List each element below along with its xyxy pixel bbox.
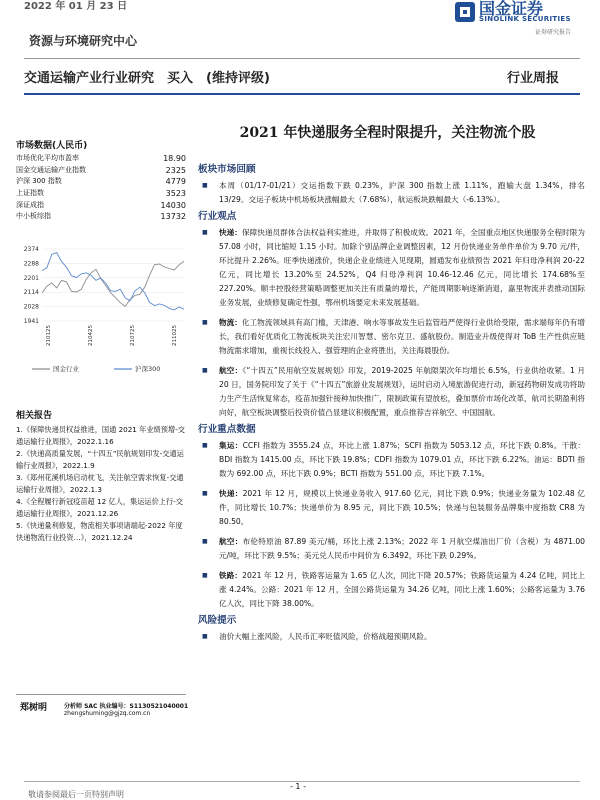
market-value: 3523	[165, 189, 186, 199]
legend-label: 国金行业	[53, 365, 79, 373]
market-value: 2325	[165, 165, 186, 175]
lead-label: 铁路：	[219, 571, 243, 580]
data-railway	[195, 569, 585, 611]
paragraph-text: 《“十四五”民用航空发展规划》印发，2019-2025 年航隙架次年均增长 6.5%，行业供给收紧。1 月 20 日，国务院印发了关于《“十四五”旅游业发展规划》，运时启动入境旅游促进行动，新冠药物研发成功将助力生产生活恢复常态，疫苗加强针接种加快推广，限制政策有望放松，叠加票价市场化改革，航司长期盈利将向好，航空板块调整后投资价值凸显建议积极配置，重点推荐吉祥航空、中国国航。	[219, 366, 585, 417]
author-name: 郑树明	[20, 703, 48, 713]
data-aviation	[195, 535, 585, 563]
main-body	[195, 160, 585, 644]
market-label: 市场优化平均市盈率	[16, 154, 79, 162]
market-row	[16, 211, 186, 223]
author-email[interactable]: zhengshuming@gjzq.com.cn	[64, 710, 151, 717]
paragraph-text: CCFI 指数为 3555.24 点，环比上涨 1.87%；SCFI 指数为 5053.12 点，环比下跌 0.8%。干散：BDI 指数为 1415.00 点，环比下跌 19.8%；CDFI 指数为 1079.01 点，环比下跌 6.22%。油运：BDTI 指数为 692.00 点，环比下跌 0.9%；BCTI 指数为 551.00 点，环比下跌 7.1%。	[219, 441, 585, 478]
research-center: 资源与环境研究中心	[29, 34, 138, 48]
report-title: 2021 年快递服务全程时限提升，关注物流个股	[239, 125, 536, 141]
risk-paragraph: ■ 油价大幅上涨风险，人民币汇率贬值风险，价格战超预期风险。	[195, 630, 585, 644]
paragraph-text: 2021 年 12 月，规模以上快递业务收入 917.60 亿元，同比下跌 0.9%；快递业务量为 102.48 亿件，同比增长 10.7%；快递单价为 8.95 元，同比下跌 10.5%；快递与包装服务品牌集中度指数 CR8 为 80.50。	[219, 489, 585, 526]
series-line-industry	[42, 261, 184, 306]
market-value: 4779	[165, 177, 186, 187]
market-label: 国金交通运输产业指数	[16, 165, 86, 174]
x-tick-label: 211025	[172, 325, 178, 346]
market-row	[16, 176, 186, 188]
paragraph-text: 布伦特原油 87.89 美元/桶，环比上涨 2.13%；2022 年 1 月航空煤油出厂价（含税）为 4871.00 元/吨，环比下跌 9.5%；美元兑人民币中间价为 6.3492，环比下跌 0.29%。	[219, 537, 586, 560]
related-reports-title: 相关报告	[16, 411, 53, 421]
view-express	[195, 226, 585, 310]
section-market-review: 板块市场回顾	[198, 164, 256, 175]
lead-label: 航空：	[219, 366, 243, 375]
lead-label: 物流：	[219, 318, 242, 327]
author-license: 分析师 SAC 执业编号：S1130521040001	[64, 703, 189, 710]
legend-label: 沪深300	[135, 365, 161, 373]
review-paragraph: ■ 本周（01/17-01/21）交运指数下跌 0.23%，沪深 300 指数上涨 1.11%，跑输大盘 1.34%，排名 13/29。交运子板块中机场板块涨幅最大（7.68%），航运板块跌幅最大（-6.13%）。	[195, 179, 585, 207]
market-label: 中小板综指	[16, 212, 51, 221]
y-tick-label: 2374	[23, 246, 39, 253]
data-shipping	[195, 439, 585, 481]
section-key-data: 行业重点数据	[198, 424, 256, 435]
y-tick-label: 1941	[23, 318, 39, 325]
view-logistics	[195, 316, 585, 358]
market-label: 沪深 300 指数	[16, 177, 62, 186]
paragraph-text: 2021 年 12 月，铁路客运量为 1.65 亿人次，同比下降 20.57%；铁路货运量为 4.24 亿吨，同比上涨 4.24%。公路：2021 年 12 月，全国公路货运量为 34.26 亿吨，同比上涨 1.60%；公路客运量为 3.76 亿人次，同比下降 38.00%。	[219, 571, 585, 608]
logo-text-cn: 国金证券	[479, 0, 544, 18]
market-data-title: 市场数据(人民币)	[16, 141, 88, 151]
data-express	[195, 487, 585, 529]
market-row	[16, 153, 186, 165]
header-divider	[24, 58, 580, 59]
view-aviation	[195, 364, 585, 420]
x-tick-label: 210125	[46, 325, 52, 346]
author-divider	[16, 694, 186, 695]
header-divider-bold	[24, 93, 580, 95]
paragraph-text: 保障快递员群体合法权益利实推进，并取得了积极成效。2021 年，全国重点地区快递服务全程时限为 57.08 小时，同比缩短 1.15 小时。加除个别品牌企业调整因素，12 月份快递业务单件单价为 9.70 元/件，环比提升 2.26%。旺季快递涨价，快递企业业绩进入见现期，圆通发布业绩预告 2021 年归母净利润 20-22 亿元，同比增长 13.20%至 24.52%，Q4 归母净利润 10.46-12.46 亿元，同比增长 174.68%至 227.20%。顺丰控股经营策略调整更加关注有质量的增长，产能周期影响逐渐消退，嘉里物流并表推动国际业务发展，业绩修复确定性强，鄂州机场要定未来发展基础。	[219, 228, 586, 307]
index-line-chart	[14, 243, 190, 379]
market-row	[16, 188, 186, 200]
footer-disclaimer: 敬请参阅最后一页特别声明	[28, 790, 124, 799]
market-label: 深证成指	[16, 200, 44, 209]
x-tick-label: 210425	[88, 325, 94, 346]
logo-subtitle: 证券研究报告	[535, 29, 572, 36]
related-reports	[16, 408, 188, 544]
related-report-item[interactable]: 1.《保障快递员权益推进，国通 2021 年业绩预增-交通运输行业周报》，2022.1.16	[16, 425, 185, 446]
related-report-item[interactable]: 2.《快递高质量发展，“十四五”民航规划印发-交通运输行业周报》，2022.1.9	[16, 449, 184, 470]
market-value: 18.90	[163, 154, 186, 163]
lead-label: 航空：	[219, 537, 243, 546]
logo-text-en: SINOLINK SECURITIES	[479, 15, 571, 23]
lead-label: 快递：	[219, 489, 243, 498]
lead-label: 快递：	[219, 228, 242, 237]
paragraph-text: 化工物流领域具有高门槛，天津港、响水等事故发生后监管趋严使得行业供给受限，需求端每年仍有增长，我们看好优质化工物流板块关注宏川智慧、密尔克卫、盛航股份。制造业升级使得对 ToB 生产性供应链物流需求增加，重视长线投入、强管理的企业将胜出，关注海晨股份。	[219, 318, 586, 355]
y-tick-label: 2288	[23, 260, 39, 268]
market-data-panel	[16, 138, 186, 223]
logo-icon	[455, 2, 475, 22]
market-label: 上证指数	[16, 189, 44, 198]
report-type: 行业周报	[507, 71, 560, 86]
related-report-item[interactable]: 4.《全程履行新冠疫苗超 12 亿人，集运运价上行-交通运输行业周报》，2021.12.26	[16, 497, 183, 518]
industry-rating: 交通运输产业行业研究 买入 (维持评级)	[24, 71, 270, 86]
related-report-item[interactable]: 5.《快递量利修复，物流相关事项诸端起-2022 年度快递物流行业投资…》，2021.12.24	[16, 521, 183, 542]
section-industry-view: 行业观点	[198, 211, 237, 222]
market-row	[16, 165, 186, 177]
report-date: 2022 年 01 月 23 日	[24, 1, 128, 12]
related-report-item[interactable]: 3.《郑州花溪机场启动枕飞，关注航空需求恢复-交通运输行业周报》，2022.1.3	[16, 473, 184, 494]
page-number: - 1 -	[290, 782, 306, 791]
lead-label: 集运：	[219, 441, 243, 450]
market-value: 14030	[160, 200, 186, 210]
y-tick-label: 2201	[23, 274, 39, 282]
section-risk: 风险提示	[198, 615, 237, 626]
y-tick-label: 2114	[23, 289, 39, 297]
y-tick-label: 2028	[23, 303, 39, 311]
market-row	[16, 200, 186, 212]
x-tick-label: 210725	[130, 325, 136, 346]
market-value: 13732	[160, 212, 186, 222]
